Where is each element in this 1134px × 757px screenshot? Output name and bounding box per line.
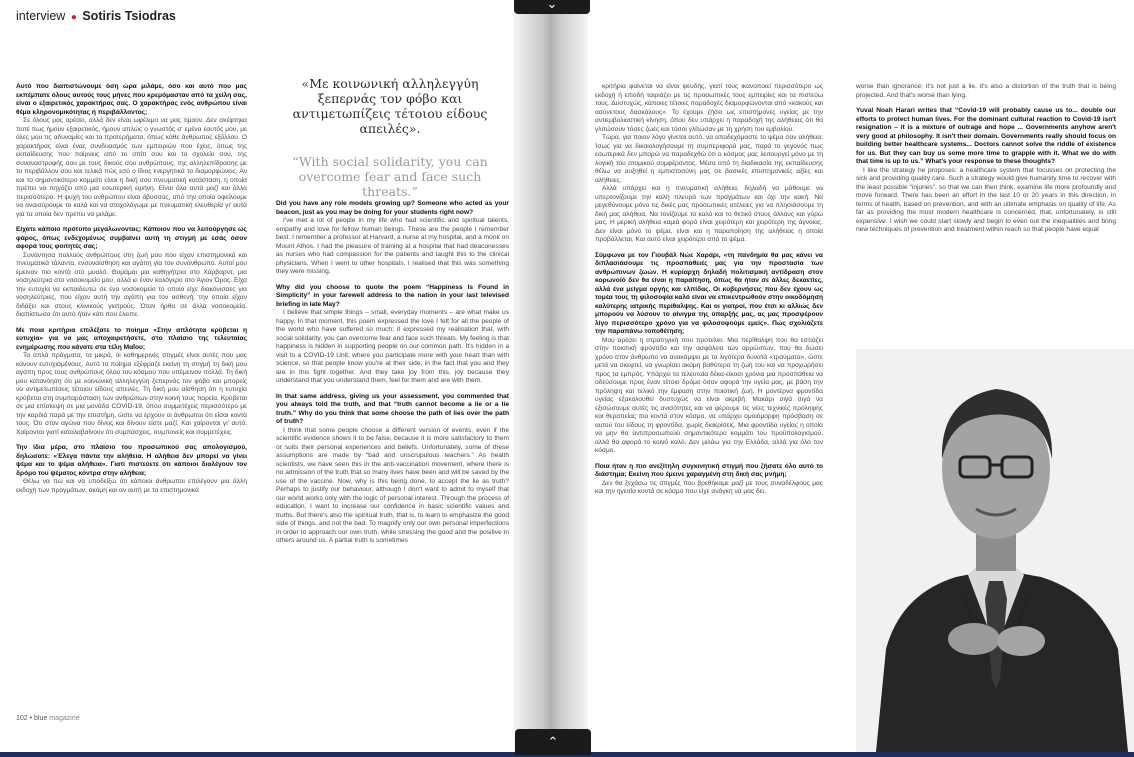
chevron-up-icon: ⌃ (547, 734, 559, 750)
interview-answer: I've met a lot of people in my life who had scientific and spiritual talents, empathy and love for fellow human beings. These are the people I remember best. I remember a professor at Harvard, a nurse at my hospital, and a monk on Mount Athos. I had the pleasure of training at a hospital that had deaconesses as nurses who had compassion for the patients and taught this to the clinical physicians. When I went to other hospitals, I realised that this was something they were missing. (276, 217, 509, 275)
interview-answer: Τα απλά πράγματα, τα μικρά, οι καθημερινές στιγμές είναι αυτές που μας κάνουν ευτυχισμένους. Αυτό το ποίημα εξέφραζε εκείνη τη στιγμή τη δική μου αγάπη προς τους ανθρώπους όλου του κόσμου που υπέμειναν πολλά. Τη δική μου κατανόηση ότι με κοινωνική αλληλεγγύη ξεπερνάς τον φόβο και μπορείς να αντιμετωπίσεις τέτοιου είδους απειλές. Τη δική μου αίσθηση ότι η ευτυχία κρύβεται στη συμπαράσταση των ανθρώπων στην κοινή τους πορεία. Κρύβεται σε μια επίσκεψη σε μια μονάδα COVID-19, όπου συμμετέχεις περισσότερο με την καρδιά παρά με την επιστήμη, ώστε να έρχουν οι άνθρωποι ότι είσαι κοντά τους. Ότι στον αγώνα που δίνεις και δίνουν είστε μαζί. Και χαίρονται γι' αυτό. Χαίρονται γιατί καταλαβαίνουν ότι συμπάσχεις, συμπονείς και συμμετέχεις. (16, 352, 247, 436)
interview-answer: Μου αρέσει η στρατηγική που προτείνει. Μια περίθαλψη που θα εστιάζει στην ποιοτική φροντίδα και την ασφάλεια των αρρώστων, που θα δώσει χρόνο στον άνθρωπο να ανακάμψει με τα λιγότερα δυνατά «τραύματα», ώστε μετά να σκεφτεί, να γνωρίσει ακόμη βαθύτερα τη ζωή του και να προχωρήσει προς τα εμπρός. Υπάρχει τα τελευταία δέκα-είκοσι χρόνια μια προσπάθεια να οδεύσουμε προς έναν τέτοιο δρόμο όσον αφορά την υγεία μας, με βάση την πρόληψη και τελικό την έμφαση στην ποιοτική ζωή. Η μοντέρνα φροντίδα υγείας εξακολουθεί δυστυχώς να είναι ακριβή. Μακάρι σιγά σιγά να εξισώσουμε αυτές τις ανισότητες και να φέρουμε τις νέες τεχνικές πρόληψης και θεραπείας πιο κοντά στον κόσμο, να υπάρχει ομοιόμορφη πρόσβαση σε αυτού του είδους τη φροντίδα, χωρίς διακρίσεις. Μια φροντίδα υγείας η οποία να μην θα αντιπροσωπεύει σημαντικότερο κομμάτι του προϋπολογισμού, αλλά θα αφορά το κοινό καλό. Δεν μιλάω για την Ελλάδα, αλλά για όλο τον κόσμο. (595, 336, 823, 454)
interview-question: Yuval Noah Harari writes that “Covid-19 will probably cause us to... double our efforts to protect human lives. For the dominant cultural reaction to Covid-19 isn't resignation – it is a mixture of outrage and hope ... Governments anyhow aren't very good at philosophy. It isn't their domain. Governments really should focus on building better healthcare systems... Doctors cannot solve the riddle of existence for us. But they can buy us some more time to grapple with it. What we do with that time is up to us.” What's your response to these thoughts? (856, 107, 1116, 165)
magazine-word: magazine (49, 715, 80, 722)
page-number: 102 (16, 715, 28, 722)
interview-question: Με ποια κριτήρια επιλέξατε το ποίημα «Στην απλότητα κρύβεται η ευτυχία» για να μας αποχαιρετήσετε, στο πλαίσιο της τελευταίας ενημέρωσης που κάνατε στα τέλη Μαΐου; (16, 326, 247, 351)
interview-answer: Σε όλους μας αρέσει, αλλά δεν είναι ωφέλιμο να μας τιμούν. Δεν σκέφτηκα ποτέ πως ήμουν εξαιρετικός, ήμουν απλώς ο γνωστός σ' εμένα εαυτός μου, με όλες μου τις αδυναμίες και τα προτερήματα, όπως κάθε άνθρωπος εξάλλου. Ο χαρακτήρας είναι ένας συνδυασμός των εμπειριών που έχεις, όπως της εκπαίδευσης που παίρνεις από το σπίτι σου και το σχολείο σου, της συναναστροφής σου με τους δικούς σου ανθρώπους, της αλληλεπίδρασης με το περιβάλλον σου και τελικά πώς εσύ ο ίδιος ενεργητικά το διαμορφώνεις. Αν και το σημαντικότερο κομμάτι είναι η δική σου πνευματική κατάσταση, η οποία πρέπει να πηγάζει από μια εσωτερική ειρήνη. Είναι όλα αυτά μαζί και άλλα περισσότερα. Η ψυχή του ανθρώπου είναι άβυσσος, από την οποία οφείλουμε να αναισύρουμε τα καλά και να σταχολόγωμε με πνευματική ελευθερία γι' αυτά για τα οποία δεν πρέπει να μιλάμε. (16, 117, 247, 218)
red-dot-icon: ● (70, 12, 77, 23)
column-2-english (276, 200, 509, 700)
page-gutter (514, 0, 588, 752)
interview-answer: Αλλά υπάρχει και η πνευματική αλήθεια, δηλαδή να μάθουμε να υπερτονίζουμε την καλή πλευρά των πραγμάτων και όχι την κακή. Να μεγεθύνουμε μόνο τις δικές μας προσωπικές ατέλειες για να πλησιάσουμε τη δική μας αλήθεια. Να τονίζουμε το καλό και το θετικό στους άλλους και γύρω μας. Η μερική αλήθεια καμιά φορά είναι χειρότερη και χειρότερη της άγνοιας. Δεν είναι μόνο το ψέμα, είναι και η παραποίηση της αλήθειας η οποία προβάλλεται. Και αυτό είναι χειρότερο από το ψέμα. (595, 185, 823, 243)
column-4-english (856, 83, 1116, 345)
interview-question: In that same address, giving us your assessment, you commented that you always told the truth, and that “truth cannot become a lie or a lie truth.” Why do you think that some choose the path of lies over the path of truth? (276, 392, 509, 425)
interview-question: Why did you choose to quote the poem “Happiness Is Found in Simplicity” in your farewell address to the nation in your last televised briefing in late May? (276, 283, 509, 308)
chevron-down-icon: ⌄ (546, 0, 558, 12)
pull-quote (290, 76, 490, 199)
interview-question: Είχατε κάποιο πρότυπο μεγαλώνοντας; Κάποιον που να λειτούργησε ως φάρος, όπως ενδεχομένως συμβαίνει αυτή τη στιγμή με εσάς όσον αφορά τους φοιτητές σας; (16, 226, 247, 250)
interview-question: Σύμφωνα με τον Γιουβάλ Νώε Χαράρι, «τη πανδημία θα μας κάνει να διπλασιάσουμε τις προσπάθειές μας για την προστασία των ανθρώπινων ζωών. Η κυρίαρχη δηλαδή πολιτισμική αντίδραση στον κορωνοϊό δεν θα είναι η παραίτηση, όπως θα ήταν σε άλλες δεκαετίες, αλλά ένα μείγμα οργής και ελπίδας. Οι κυβερνήσεις που δεν έχουν ως τομέα τους τη φιλοσοφία καλό είναι να επικεντρωθούν στην οικοδόμηση καλύτερης ιατρικής περίθαλψης. Και οι γιατροί, που έτσι κι αλλιώς δεν μπορούν να λύσουν το αίνιγμα της ύπαρξής μας, ας μας προσφέρουν λίγο περισσότερο χρόνο για να φιλοσοφούμε εμείς». Πώς σχολιάζετε την παραπάνω τοποθέτηση; (595, 251, 823, 335)
pull-quote-english: “With social solidarity, you can overcome fear and face such threats.” (292, 154, 488, 199)
interview-answer: κριτήρια φαίνεται να είναι ψευδής, γιατί τους ικανοποιεί περισσότερο ως εκδοχή ή επειδή ταιριάζει με τις προσωπικές τους εμπειρίες και τα πιστεύω τους. Δυστυχώς, κάποιες τέτοιες παραδοχές διαμορφώνονται από «κακούς και ασύνετους δασκάλους». Το έχουμε ζήσει ως επιστήμονες υγείας με την αντιεμβολιαστική κίνηση, όπου δεν υπάρχει η παραδοχή της αλήθειας ότι θα γλιτώσουν τόσες ζωές και τόσοι γλίτωσαν με τη χρήση του εμβολίου. (595, 83, 823, 133)
next-page-button[interactable] (515, 729, 591, 755)
left-page (0, 0, 514, 752)
interview-answer: Δεν θα ξεχάσω τις στιγμές που βρεθήκαμε μαζί με τους συναδέλφους μας και την ηγεσία κοντά σε κόσμο που είχε ανάγκη να μας δει. (595, 479, 823, 495)
portrait-photo (856, 349, 1134, 752)
previous-page-button[interactable] (514, 0, 590, 14)
page-header (16, 9, 176, 23)
interview-answer: Τώρα, για ποιον λόγο γίνεται αυτό, να αποδεχόμαστε το ψέμα σαν αλήθεια; Ίσως για να δικαιολογήσουμε τη συμπεριφορά μας, παρά το γεγονός πως εσωτερικά δεν μπορώ να παραδεχθώ ότι ο κόσμος μας λειτουργεί μόνο με τη λογική του ατομικού συμφέροντος. Μέσα από τη διαδικασία της εκπαίδευσης θέλω να αυξηθεί η εμπιστοσύνη μας σε βασικές επιστημονικές αξίες και αλήθειες. (595, 134, 823, 184)
interview-answer: I believe that simple things – small, everyday moments – are what make us happy. In that moment, this poem expressed the love I felt for all the people of the world who have suffered so much; it expressed my realisation that, with social solidarity, you can overcome fear and face such threats. My feeling is that happiness is hidden in supporting people on our common path. It's hidden in a visit to a COVID-19 Unit, where you participate more with your heart than with science, so that people know you're at their side; in the fact that you and they are in this fight together. And they take joy from this, joy because they understand that you understand them, feel for them and are with them. (276, 309, 509, 384)
interviewee-name: Sotiris Tsiodras (82, 9, 176, 23)
column-3-greek (595, 83, 823, 703)
interview-question: Την ίδια μέρα, στο πλαίσιο του προσωπικού σας απολογισμού, δηλώσατε: «Έλεγα πάντα την αλήθεια. Η αλήθεια δεν μπορεί να γίνει ψέμα και το ψέμα αλήθεια». Γιατί πιστεύετε ότι κάποιοι διαλέγουν τον δρόμο του ψέματος κόντρα στην αλήθεια; (16, 444, 247, 477)
pull-quote-greek: «Με κοινωνική αλληλεγγύη ξεπερνάς τον φόβο και αντιμετωπίζεις τέτοιου είδους απειλές». (292, 76, 488, 136)
interview-answer: Συνάντησα πολλούς ανθρώπους στη ζωή μου που είχαν επιστημονικά και πνευματικά τάλαντα, ενσυναίσθηση και αγάπη για τον συνάνθρωπο. Αυτοί μου έμειναν πιο κοντά στο μυαλό. Θυμάμαι μια καθηγήτρια στο Χάρβαρντ, μια νοσηλεύτρια στο νοσοκομείο μου, αλλά κι έναν καλόγερο στο Άγιον Όρος. Είχα την ευτυχία να εκπαιδευτώ σε ένα νοσοκομείο το οποίο είχε διακόνισσες για νοσηλεύτριες, που είχαν αυτή την αγάπη για τον ασθενή, την οποία είχαν διδάξει και στους κλινικούς γιατρούς. Όταν ήρθα σε άλλα νοσοκομεία, διαπίστωσα ότι αυτό ήταν κάτι που έλειπε. (16, 251, 247, 318)
interview-question: Αυτό που διαπιστώνουμε όση ώρα μιλάμε, όσο και αυτό που μας εκπέμπατε όλους αυτούς τους μήνες που κρεμόμασταν από τα χείλη σας, είναι ο εξαιρετικός χαρακτήρας σας. Ο χαρακτήρας ενός ανθρώπου είναι θέμα κληρονομικότητας ή περιβάλλοντος; (16, 83, 247, 116)
page-footer: 102 • blue magazine (16, 715, 80, 722)
interview-answer: I like the strategy he proposes: a healthcare system that focusses on protecting the sick and providing quality care. Such a strategy would give humanity time to recover with the least possible “injuries”, so that we can then think, examine life more profoundly and move forward. There has been an effort in the last 10 or 20 years in this direction, in terms of health, based on prevention, and with an ultimate emphasis on quality of life. As far as providing the most modern healthcare is concerned, that, unfortunately, is still expensive. I wish we could start slowly and begin to even out the inequalities and bring new techniques of prevention and treatment within reach so that people have equal (856, 166, 1116, 233)
column-1-greek (16, 83, 247, 709)
section-label: interview (16, 9, 66, 23)
interview-answer: I think that some people choose a different version of events, even if the scientific evidence shows it to be false, because it is more satisfactory to them or suits their personal experiences and beliefs. Unfortunately, some of these assumptions are made by “bad and unscrupulous teachers.” As health scientists, we have seen this in the anti-vaccination movement, where there is no admission of the truth that so many lives have been and will be saved by the use of the vaccine. Now, why is this being done, to accept the lie as truth? Perhaps to justify our behaviour, although I don't want to admit to myself that our world works only with the logic of personal interest. Through the process of education, I want to increase our confidence in basic scientific values and truths. But there's also the spiritual truth, that is, to learn to emphasize the good side of things, and not the bad. To magnify only our own personal imperfections in order to approach our own truth, while stressing the good and the positive in others around us. A partial truth is sometimes (276, 426, 509, 544)
interview-answer: Θέλω να πω και να υποδείξω ότι κάποιοι άνθρωποι επιλέγουν μια άλλη εκδοχή των πραγμάτων, ακόμη και αν αυτή με τα επιστημονικά (16, 478, 247, 494)
interview-question: Did you have any role models growing up? Someone who acted as your beacon, just as you may be doing for your students right now? (276, 200, 509, 216)
interview-question: Ποια ήταν η πιο ανεξίτηλη συγκινητική στιγμή που ζήσατε όλο αυτό το διάστημα; Εκείνη που έμεινε χαραγμένη στη δική σας μνήμη; (595, 462, 823, 478)
magazine-name: blue (34, 715, 48, 722)
portrait-illustration (856, 349, 1134, 752)
interview-answer: worse than ignorance; it's not just a lie, it's also a distortion of the truth that is being projected. And that's worse than lying. (856, 83, 1116, 99)
